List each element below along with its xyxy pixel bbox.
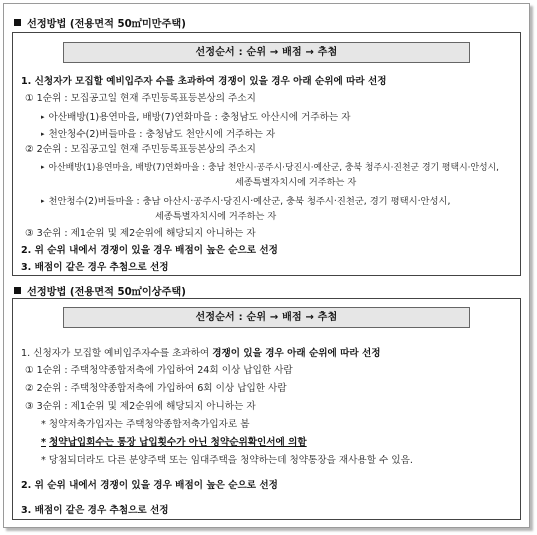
s1-rank1: ① 1순위 : 모집공고일 현재 주민등록표등본상의 주소지 xyxy=(25,93,256,104)
s1-rank2-a: ▸ 아산배방(1)용연마을, 배방(7)연화마을 : 충남 천안시·공주시·당진시·예산군, 충북 청주시·진천군 경기 평택시·안성시, xyxy=(41,163,500,173)
s1-rank2: ② 2순위 : 모집공고일 현재 주민등록표등본상의 주소지 xyxy=(25,144,256,155)
section1-box xyxy=(12,32,521,276)
section2-title: 선정방법 (전용면적 50㎡이상주택) xyxy=(14,283,186,298)
document-page xyxy=(3,3,530,528)
section2-banner: 선정순서 : 순위 → 배점 → 추첨 xyxy=(63,307,470,328)
s1-rank3: ③ 3순위 : 제1순위 및 제2순위에 해당되지 아니하는 자 xyxy=(25,228,256,239)
asterisk-icon: * xyxy=(41,437,47,448)
section1-title: 선정방법 (전용면적 50㎡미만주택) xyxy=(14,15,186,30)
s2-item1: 1. 신청자가 모집할 예비입주자수를 초과하여 경쟁이 있을 경우 아래 순위에 따라 선정 xyxy=(21,348,381,359)
s1-rank1-b: ▸ 천안청수(2)버들마을 : 충청남도 천안시에 거주하는 자 xyxy=(41,129,276,140)
section1-banner: 선정순서 : 순위 → 배점 → 추첨 xyxy=(63,42,470,63)
s2-note2: * 청약납입회수는 통장 납입횟수가 아닌 청약순위확인서에 의함 xyxy=(41,437,307,448)
s2-note3: * 당첨되더라도 다른 분양주택 또는 임대주택을 청약하는데 청약통장을 재사용할 수 있음. xyxy=(41,455,413,466)
s1-rank1-a: ▸ 아산배방(1)용연마을, 배방(7)연화마을 : 충청남도 아산시에 거주하는 자 xyxy=(41,112,351,123)
asterisk-icon: * xyxy=(41,455,46,466)
s2-rank3: ③ 3순위 : 제1순위 및 제2순위에 해당되지 아니하는 자 xyxy=(25,401,256,412)
s2-note1: * 청약저축가입자는 주택청약종합저축가입자로 봄 xyxy=(41,419,250,430)
triangle-bullet-icon: ▸ xyxy=(41,197,45,205)
s2-item3: 3. 배점이 같은 경우 추첨으로 선정 xyxy=(21,505,169,516)
s1-item3: 3. 배점이 같은 경우 추첨으로 선정 xyxy=(21,262,169,273)
s2-rank1: ① 1순위 : 주택청약종합저축에 가입하여 24회 이상 납입한 사람 xyxy=(25,365,293,376)
triangle-bullet-icon: ▸ xyxy=(41,130,45,138)
square-bullet-icon xyxy=(14,287,21,294)
triangle-bullet-icon: ▸ xyxy=(41,163,45,171)
s1-rank2-b-cont: 세종특별자치시에 거주하는 자 xyxy=(155,211,277,222)
s2-item2: 2. 위 순위 내에서 경쟁이 있을 경우 배점이 높은 순으로 선정 xyxy=(21,480,278,491)
s1-rank2-a-cont: 세종특별자치시에 거주하는 자 xyxy=(235,177,357,188)
s1-item2: 2. 위 순위 내에서 경쟁이 있을 경우 배점이 높은 순으로 선정 xyxy=(21,245,278,256)
s1-item1: 1. 신청자가 모집할 예비입주자 수를 초과하여 경쟁이 있을 경우 아래 순위에 따라 선정 xyxy=(21,76,387,87)
s2-rank2: ② 2순위 : 주택청약종합저축에 가입하여 6회 이상 납입한 사람 xyxy=(25,383,287,394)
triangle-bullet-icon: ▸ xyxy=(41,113,45,121)
square-bullet-icon xyxy=(14,19,21,26)
asterisk-icon: * xyxy=(41,419,46,430)
s1-rank2-b: ▸ 천안청수(2)버들마을 : 충남 아산시·공주시·당진시·예산군, 충북 청주시·진천군, 경기 평택시·안성시, xyxy=(41,196,451,207)
section2-box xyxy=(12,298,521,520)
